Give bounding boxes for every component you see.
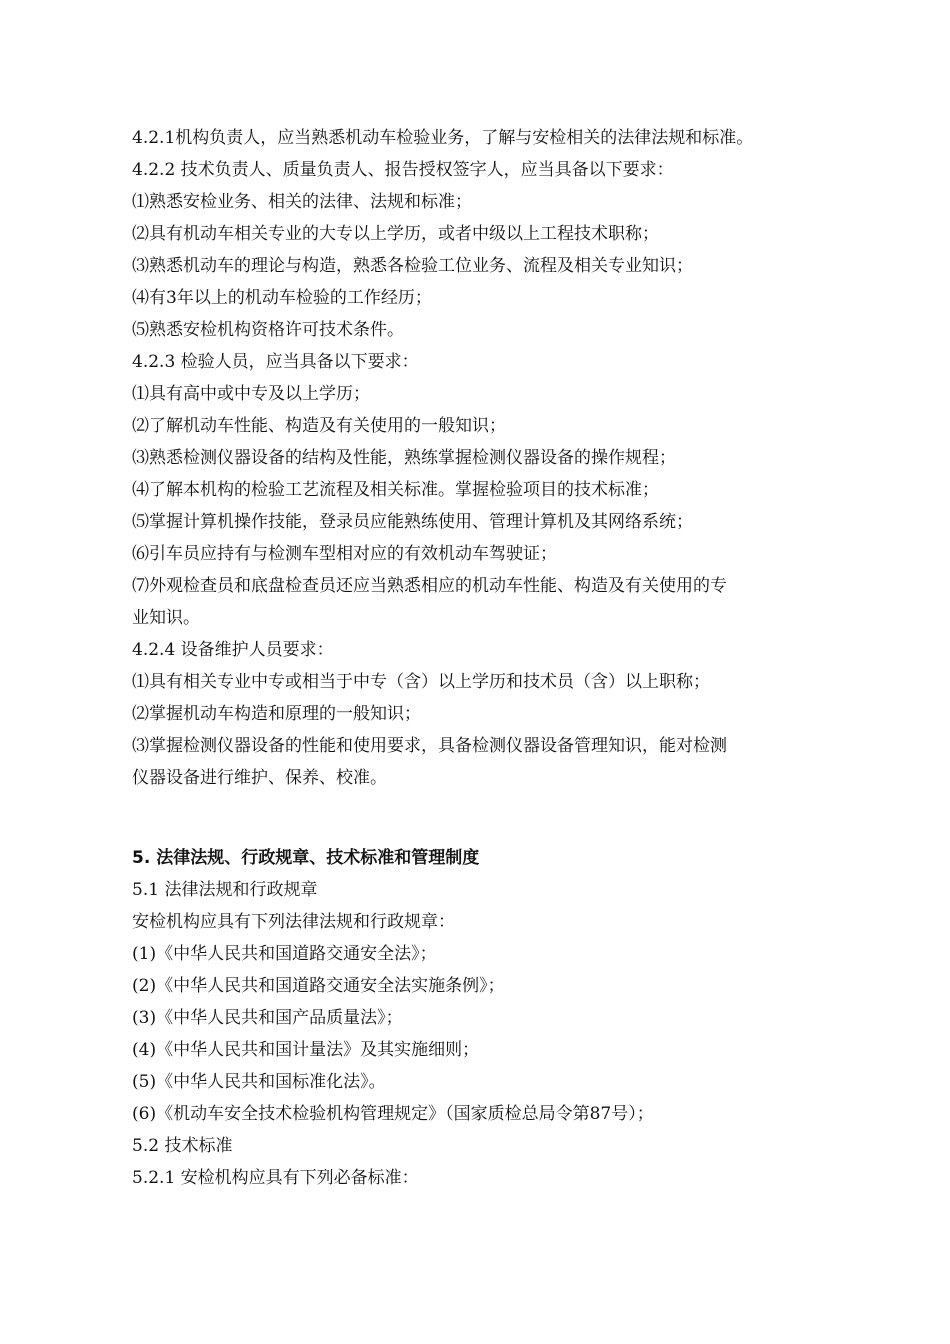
list-item: ⑴具有高中或中专及以上学历； (132, 384, 370, 404)
clause-4-2-4: 4.2.4 设备维护人员要求： (132, 640, 334, 660)
section-heading-5: 5. 法律法规、行政规章、技术标准和管理制度 (132, 848, 480, 868)
clause-4-2-2: 4.2.2 技术负责人、质量负责人、报告授权签字人，应当具备以下要求： (132, 160, 674, 180)
list-item: (2)《中华人民共和国道路交通安全法实施条例》； (132, 976, 505, 996)
section-spacer (132, 794, 832, 842)
clause-5-2: 5.2 技术标准 (132, 1136, 233, 1156)
clause-4-2-1: 4.2.1机构负责人，应当熟悉机动车检验业务，了解与安检相关的法律法规和标准。 (132, 128, 754, 148)
list-item: ⑶掌握检测仪器设备的性能和使用要求，具备检测仪器设备管理知识，能对检测 (132, 736, 727, 756)
list-item: ⑵具有机动车相关专业的大专以上学历，或者中级以上工程技术职称； (132, 224, 659, 244)
list-item: ⑵了解机动车性能、构造及有关使用的一般知识； (132, 416, 506, 436)
list-item-continuation: 仪器设备进行维护、保养、校准。 (132, 768, 387, 788)
list-item: ⑶熟悉机动车的理论与构造，熟悉各检验工位业务、流程及相关专业知识； (132, 256, 693, 276)
list-item: ⑹引车员应持有与检测车型相对应的有效机动车驾驶证； (132, 544, 557, 564)
clause-4-2-3: 4.2.3 检验人员，应当具备以下要求： (132, 352, 419, 372)
list-item: ⑵掌握机动车构造和原理的一般知识； (132, 704, 421, 724)
list-item: ⑺外观检查员和底盘检查员还应当熟悉相应的机动车性能、构造及有关使用的专 (132, 576, 727, 596)
list-item: ⑶熟悉检测仪器设备的结构及性能，熟练掌握检测仪器设备的操作规程； (132, 448, 676, 468)
list-item: ⑸掌握计算机操作技能，登录员应能熟练使用、管理计算机及其网络系统； (132, 512, 693, 532)
list-item: ⑸熟悉安检机构资格许可技术条件。 (132, 320, 404, 340)
clause-5-1-intro: 安检机构应具有下列法律法规和行政规章： (132, 912, 455, 932)
list-item: ⑴熟悉安检业务、相关的法律、法规和标准； (132, 192, 472, 212)
clause-5-2-1: 5.2.1 安检机构应具有下列必备标准： (132, 1168, 419, 1188)
list-item: ⑴具有相关专业中专或相当于中专（含）以上学历和技术员（含）以上职称； (132, 672, 710, 692)
list-item-continuation: 业知识。 (132, 608, 200, 628)
list-item: (6)《机动车安全技术检验机构管理规定》（国家质检总局令第87号）； (132, 1104, 654, 1124)
list-item: (1)《中华人民共和国道路交通安全法》； (132, 944, 437, 964)
document-page (132, 122, 832, 1194)
list-item: (5)《中华人民共和国标准化法》。 (132, 1072, 386, 1092)
clause-5-1: 5.1 法律法规和行政规章 (132, 880, 318, 900)
list-item: (4)《中华人民共和国计量法》及其实施细则； (132, 1040, 480, 1060)
list-item: (3)《中华人民共和国产品质量法》； (132, 1008, 403, 1028)
list-item: ⑷了解本机构的检验工艺流程及相关标准。掌握检验项目的技术标准； (132, 480, 659, 500)
list-item: ⑷有3年以上的机动车检验的工作经历； (132, 288, 432, 308)
